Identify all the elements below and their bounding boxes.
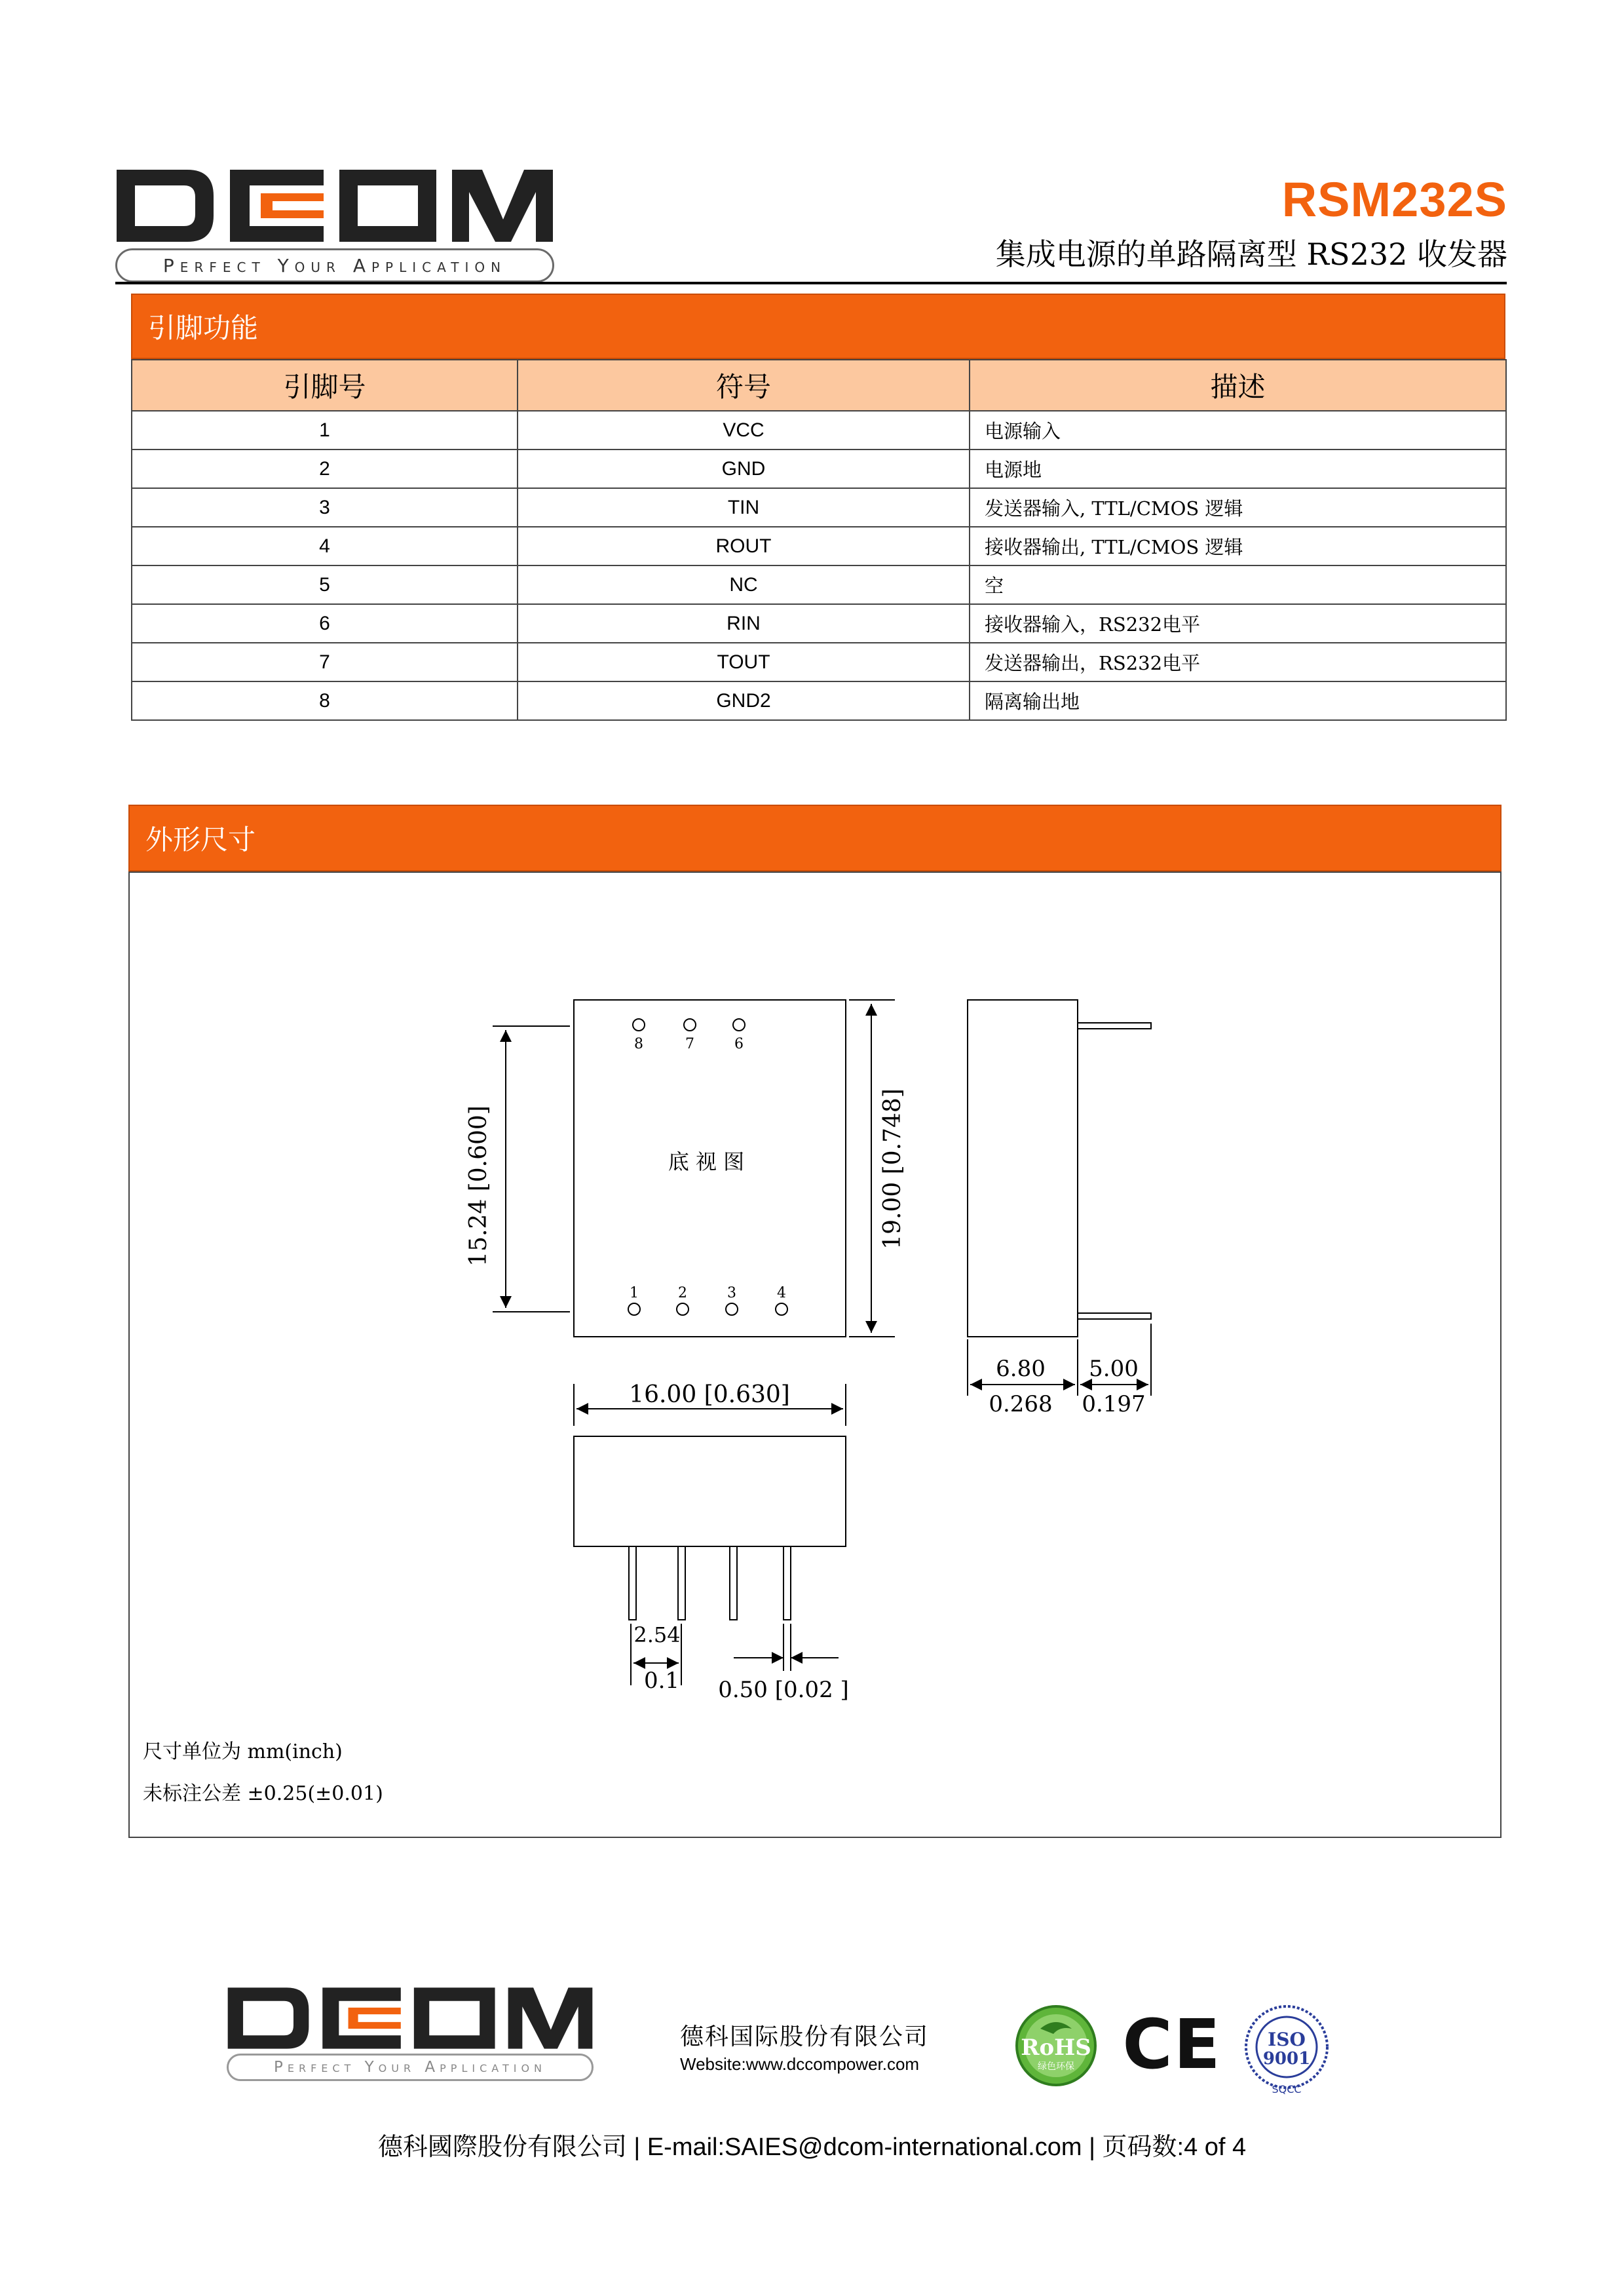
pin-number: 3 [132,488,518,527]
pin-number: 5 [132,565,518,604]
pin-number: 4 [132,527,518,565]
pin-hole-8 [633,1019,645,1031]
iso-label: ISO [1268,2029,1306,2050]
col-header-pin: 引脚号 [132,360,518,411]
pin-number: 2 [132,450,518,488]
col-header-desc: 描述 [970,360,1506,411]
front-view-body [574,1436,846,1546]
product-code: RSM232S [1281,172,1507,227]
footer-contact-line: 德科國際股份有限公司 | E-mail:SAIES@dcom-international.com | 页码数:4 of 4 [377,2133,1247,2161]
pin-symbol: TIN [518,488,970,527]
pin-number: 7 [132,643,518,681]
pin-description: 电源输入 [970,411,1506,450]
rohs-badge [1014,2004,1098,2088]
pin-symbol: TOUT [518,643,970,681]
pin-label-4: 4 [777,1285,786,1301]
iso-badge [1241,2004,1332,2095]
dcom-logo-mark-footer [227,1985,594,2051]
tolerance-note: 未标注公差 ±0.25(±0.01) [143,1782,383,1805]
pin-label-7: 7 [685,1036,694,1052]
front-pin-2 [678,1546,685,1620]
pin-symbol: NC [518,565,970,604]
pin-number: 8 [132,681,518,720]
iso-number: 9001 [1262,2049,1311,2069]
pin-description: 空 [970,565,1506,604]
dim-label-pitch-mm: 2.54 [633,1622,681,1647]
dim-label-side2-mm: 5.00 [1089,1356,1139,1382]
front-pin-4 [784,1546,791,1620]
pin-description: 发送器输出，RS232电平 [970,643,1506,681]
unit-note: 尺寸单位为 mm(inch) [143,1740,343,1763]
dim-label-length: 16.00 [0.630] [629,1381,790,1408]
pin-symbol: GND2 [518,681,970,720]
dim-label-side2-in: 0.197 [1082,1391,1146,1417]
pin-hole-6 [733,1019,745,1031]
footer-logo [227,1985,594,2084]
dim-label-height: 19.00 [0.748] [879,1088,906,1250]
ce-mark [1122,2004,1222,2084]
footer-logo-tagline: Perfect Your Application [227,2054,594,2081]
pin-number: 1 [132,411,518,450]
side-view-pin-bottom [1078,1313,1151,1319]
pin-symbol: ROUT [518,527,970,565]
bottom-view-label: 底 视 图 [668,1149,745,1174]
dim-label-pin-dia: 0.50 [0.02 ] [718,1677,849,1703]
dim-section-title: 外形尺寸 [145,824,256,856]
pin-hole-3 [726,1303,738,1315]
pin-hole-7 [684,1019,696,1031]
side-view-body [968,1000,1078,1337]
side-view-pin-top [1078,1023,1151,1029]
pin-label-8: 8 [634,1036,643,1052]
pin-hole-1 [628,1303,640,1315]
pin-symbol: RIN [518,604,970,643]
website-link[interactable]: Website:www.dccompower.com [680,2054,920,2074]
pin-label-3: 3 [727,1285,736,1301]
front-pin-3 [730,1546,737,1620]
ce-label: CE [1122,2004,1222,2084]
company-name-footer: 德科国际股份有限公司 [680,2023,930,2050]
dim-label-width: 15.24 [0.600] [465,1105,492,1267]
pin-section-title: 引脚功能 [148,312,259,344]
dim-label-side1-in: 0.268 [989,1391,1053,1417]
pin-description: 发送器输入, TTL/CMOS 逻辑 [970,488,1506,527]
iso-sub-label: SQCC [1272,2083,1302,2095]
logo-tagline: Perfect Your Application [115,248,554,282]
pin-description: 接收器输入，RS232电平 [970,604,1506,643]
pin-symbol: GND [518,450,970,488]
pin-label-2: 2 [678,1285,687,1301]
pin-hole-4 [776,1303,787,1315]
pin-label-6: 6 [734,1036,744,1052]
pin-symbol: VCC [518,411,970,450]
pin-description: 电源地 [970,450,1506,488]
product-description: 集成电源的单路隔离型 RS232 收发器 [995,237,1507,272]
pin-label-1: 1 [630,1285,639,1301]
rohs-sub-label: 绿色环保 [1038,2061,1074,2072]
pin-number: 6 [132,604,518,643]
front-pin-1 [629,1546,636,1620]
dim-label-side1-mm: 6.80 [996,1356,1046,1382]
pin-description: 隔离输出地 [970,681,1506,720]
rohs-label: RoHS [1021,2035,1091,2061]
pin-description: 接收器输出, TTL/CMOS 逻辑 [970,527,1506,565]
col-header-symbol: 符号 [518,360,970,411]
pin-hole-2 [677,1303,689,1315]
dim-label-pitch-in: 0.1 [643,1668,680,1694]
